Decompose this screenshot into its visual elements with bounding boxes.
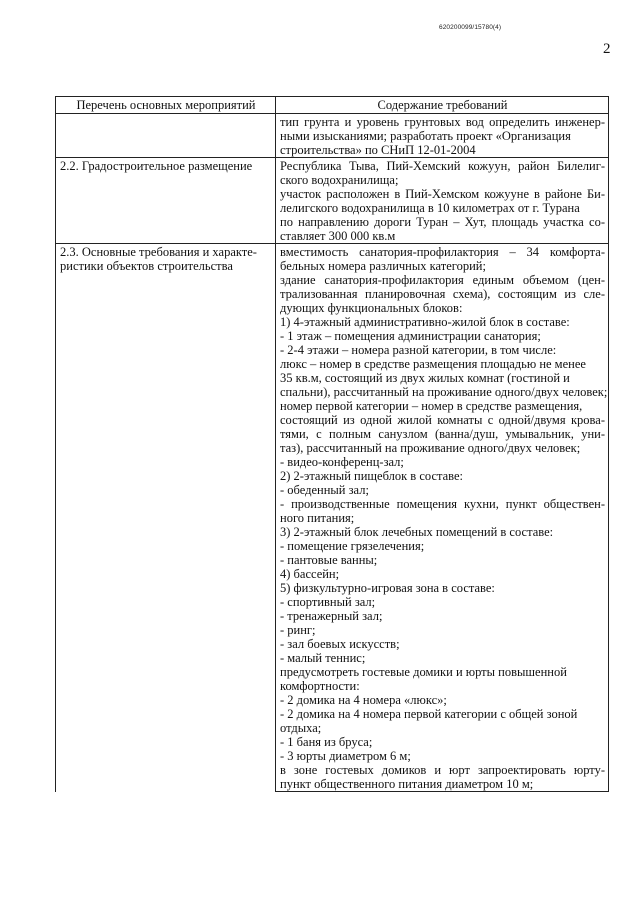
measure-line: 2.2. Градостроительное размещение [60, 159, 253, 173]
requirement-line: - пантовые ванны; [280, 553, 378, 567]
requirement-line: - 3 юрты диаметром 6 м; [280, 749, 411, 763]
requirement-line: - помещение грязелечения; [280, 539, 425, 553]
table-row [56, 158, 609, 244]
measure-line: ристики объектов строительства [60, 259, 233, 273]
requirement-line: спальни), рассчитанный на проживание одного/двух человек; [280, 385, 608, 399]
requirement-line: лелигского водохранилища в 10 километрах от г. Турана [280, 201, 580, 215]
requirement-line: - ринг; [280, 623, 316, 637]
requirement-line: ного питания; [280, 511, 355, 525]
requirements-table [55, 96, 609, 792]
table-row [56, 114, 609, 158]
requirement-line: - производственные помещения кухни, пункт обществен- [280, 497, 605, 511]
requirement-line: ского водохранилища; [280, 173, 399, 187]
requirement-line: - 1 этаж – помещения администрации санатория; [280, 329, 541, 343]
requirement-line: ными изысканиями; разработать проект «Организация [280, 129, 571, 143]
requirement-line: - 2 домика на 4 номера первой категории с общей зоной [280, 707, 578, 721]
requirement-line: 35 кв.м, состоящий из двух жилых комнат (гостиной и [280, 371, 570, 385]
requirement-line: по направлению дороги Туран – Хут, площадь участка со- [280, 215, 605, 229]
requirement-line: - 2 домика на 4 номера «люкс»; [280, 693, 447, 707]
column-header-requirements: Содержание требований [276, 97, 609, 114]
measure-cell [56, 114, 276, 158]
requirement-line: люкс – номер в средстве размещения площадью не менее [280, 357, 586, 371]
requirement-line: - 1 баня из бруса; [280, 735, 373, 749]
requirement-cell [276, 244, 609, 792]
requirement-line: бельных номера различных категорий; [280, 259, 486, 273]
requirement-line: - малый теннис; [280, 651, 366, 665]
requirement-line: - зал боевых искусств; [280, 637, 400, 651]
requirement-line: дующих функциональных блоков: [280, 301, 463, 315]
requirement-line: состоящий из одной жилой комнаты с одной/двумя крова- [280, 413, 605, 427]
table-row [56, 244, 609, 792]
document-registration-code: 620200099/15780(4) [439, 24, 502, 31]
requirement-line: Республика Тыва, Пий-Хемский кожуун, район Билелиг- [280, 159, 605, 173]
requirement-line: трализованная планировочная схема), состоящим из сле- [280, 287, 605, 301]
table-header-row [56, 97, 609, 114]
requirement-line: комфортности: [280, 679, 360, 693]
requirement-cell [276, 114, 609, 158]
measure-line: 2.3. Основные требования и характе- [60, 245, 257, 259]
requirement-line: - спортивный зал; [280, 595, 376, 609]
requirement-line: - 2-4 этажи – номера разной категории, в том числе: [280, 343, 557, 357]
requirement-line: 2) 2-этажный пищеблок в составе: [280, 469, 464, 483]
requirement-line: 4) бассейн; [280, 567, 340, 581]
requirement-line: 5) физкультурно-игровая зона в составе: [280, 581, 495, 595]
measure-cell [56, 158, 276, 244]
requirement-line: - обеденный зал; [280, 483, 369, 497]
requirement-line: участок расположен в Пий-Хемском кожууне в районе Би- [280, 187, 605, 201]
requirement-cell [276, 158, 609, 244]
requirement-line: в зоне гостевых домиков и юрт запроектировать юрту- [280, 763, 605, 777]
requirement-line: тями, с полным санузлом (ванна/душ, умывальник, уни- [280, 427, 605, 441]
column-header-measures: Перечень основных мероприятий [56, 97, 276, 114]
requirement-line: - тренажерный зал; [280, 609, 383, 623]
requirement-line: 3) 2-этажный блок лечебных помещений в составе: [280, 525, 554, 539]
requirement-line: отдыха; [280, 721, 322, 735]
requirement-line: таз), рассчитанный на проживание одного/двух человек; [280, 441, 581, 455]
requirement-line: строительства» по СНиП 12-01-2004 [280, 143, 476, 157]
requirement-line: номер первой категории – номер в средстве размещения, [280, 399, 583, 413]
requirement-line: здание санатория-профилактория единым объемом (цен- [280, 273, 605, 287]
requirement-line: - видео-конференц-зал; [280, 455, 404, 469]
requirement-line: тип грунта и уровень грунтовых вод определить инженер- [280, 115, 605, 129]
measure-cell [56, 244, 276, 792]
requirement-line: пункт общественного питания диаметром 10 м; [280, 777, 534, 791]
requirement-line: 1) 4-этажный административно-жилой блок в составе: [280, 315, 570, 329]
page-number: 2 [603, 41, 611, 57]
requirement-line: предусмотреть гостевые домики и юрты повышенной [280, 665, 567, 679]
requirement-line: ставляет 300 000 кв.м [280, 229, 396, 243]
requirement-line: вместимость санатория-профилактория – 34 комфорта- [280, 245, 605, 259]
